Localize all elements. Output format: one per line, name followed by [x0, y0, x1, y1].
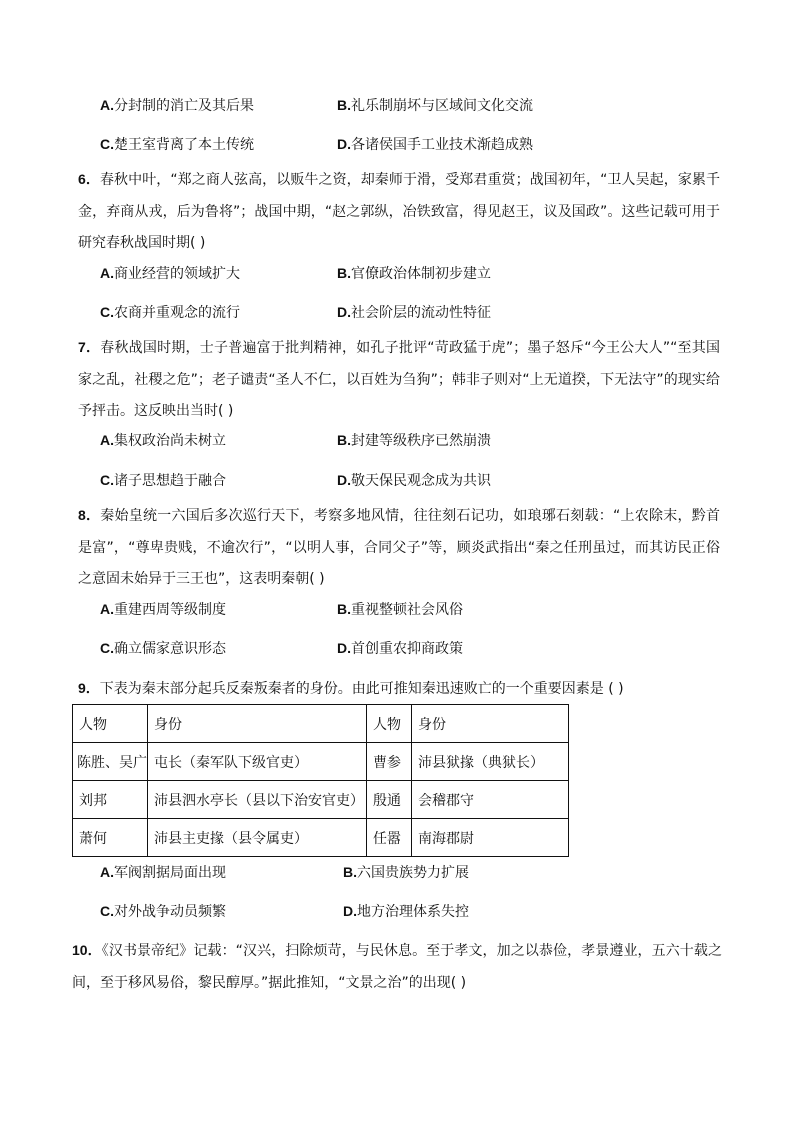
q9-stem: 9．下表为秦末部分起兵反秦叛秦者的身份。由此可推知秦迅速败亡的一个重要因素是 ( ): [78, 680, 624, 697]
q7-option-a[interactable]: A.集权政治尚未树立: [100, 432, 226, 449]
table-cell: 殷通: [367, 781, 412, 819]
table-header-row: [73, 705, 569, 743]
q8-option-c[interactable]: C.确立儒家意识形态: [100, 640, 226, 657]
q9-option-a[interactable]: A.军阀割据局面出现: [100, 864, 226, 881]
table-header-cell: 身份: [412, 705, 569, 743]
table-cell: 沛县狱掾（典狱长）: [412, 743, 569, 781]
q8-options-row-2: [0, 637, 793, 659]
table-cell: 沛县主吏掾（县令属吏）: [148, 819, 367, 857]
q6-options-row-1: [0, 262, 793, 284]
table-row: [73, 743, 569, 781]
table-cell: 屯长（秦军队下级官吏）: [148, 743, 367, 781]
q8-option-a[interactable]: A.重建西周等级制度: [100, 601, 226, 618]
table-cell: 沛县泗水亭长（县以下治安官吏）: [148, 781, 367, 819]
table-cell: 南海郡尉: [412, 819, 569, 857]
table-cell: 曹参: [367, 743, 412, 781]
table-cell: 陈胜、吴广: [73, 743, 148, 781]
q7-option-c[interactable]: C.诸子思想趋于融合: [100, 472, 226, 489]
q9-option-d[interactable]: D.地方治理体系失控: [343, 903, 469, 920]
q7-option-d[interactable]: D.敬天保民观念成为共识: [337, 472, 491, 489]
q10-stem: 10．《汉书景帝纪》记载：“汉兴，扫除烦苛，与民休息。至于孝文，加之以恭俭，孝景遵业，五六十载之间，至于移风易俗，黎民醇厚。”据此推知，“文景之治”的出现( ): [72, 942, 722, 991]
q8-option-d[interactable]: D.首创重农抑商政策: [337, 640, 463, 657]
table-cell: 萧何: [73, 819, 148, 857]
q8-options-row-1: [0, 598, 793, 620]
q9-options-row-2: [0, 900, 793, 922]
q7-option-b[interactable]: B.封建等级秩序已然崩溃: [337, 432, 491, 449]
q5-option-c[interactable]: C.楚王室背离了本土传统: [100, 136, 254, 153]
q5-options-row-2: [0, 133, 793, 155]
table-row: [73, 819, 569, 857]
q9-options-row-1: [0, 861, 793, 883]
q6-option-d[interactable]: D.社会阶层的流动性特征: [337, 304, 491, 321]
q6-option-c[interactable]: C.农商并重观念的流行: [100, 304, 240, 321]
q6-option-b[interactable]: B.官僚政治体制初步建立: [337, 265, 491, 282]
q8-stem: 8．秦始皇统一六国后多次巡行天下，考察多地风情，往往刻石记功，如琅琊石刻载：“上农除末，黔首是富”，“尊卑贵贱，不逾次行”，“以明人事，合同父子”等，顾炎武指出“秦之任刑虽过，而其访民正俗之意固未始异于三王也”，这表明秦朝( ): [78, 507, 720, 587]
q9-option-c[interactable]: C.对外战争动员频繁: [100, 903, 226, 920]
q6-options-row-2: [0, 301, 793, 323]
q6-option-a[interactable]: A.商业经营的领域扩大: [100, 265, 240, 282]
q9-option-b[interactable]: B.六国贵族势力扩展: [343, 864, 469, 881]
table-row: [73, 781, 569, 819]
q5-option-b[interactable]: B.礼乐制崩坏与区域间文化交流: [337, 97, 533, 114]
q7-options-row-1: [0, 429, 793, 451]
table-header-cell: 身份: [148, 705, 367, 743]
q5-options-row-1: [0, 94, 793, 116]
q5-option-d[interactable]: D.各诸侯国手工业技术渐趋成熟: [337, 136, 533, 153]
q6-stem: 6．春秋中叶，“郑之商人弦高，以贩牛之资，却秦师于滑，受郑君重赏；战国初年，“卫人吴起，家累千金，弃商从戎，后为鲁将”；战国中期，“赵之郭纵，冶铁致富，得见赵王，议及国政”。这些记载可用于研究春秋战国时期( ): [78, 171, 720, 251]
q9-identity-table: [72, 704, 569, 857]
q7-stem: 7．春秋战国时期，士子普遍富于批判精神，如孔子批评“苛政猛于虎”；墨子怒斥“今王公大人”“至其国家之乱，社稷之危”；老子谴责“圣人不仁，以百姓为刍狗”；韩非子则对“上无道揆，下无法守”的现实给予抨击。这反映出当时( ): [78, 339, 720, 419]
table-cell: 会稽郡守: [412, 781, 569, 819]
table-header-cell: 人物: [367, 705, 412, 743]
q5-option-a[interactable]: A.分封制的消亡及其后果: [100, 97, 254, 114]
table-header-cell: 人物: [73, 705, 148, 743]
q7-options-row-2: [0, 469, 793, 491]
table-cell: 任嚣: [367, 819, 412, 857]
table-cell: 刘邦: [73, 781, 148, 819]
q8-option-b[interactable]: B.重视整顿社会风俗: [337, 601, 463, 618]
